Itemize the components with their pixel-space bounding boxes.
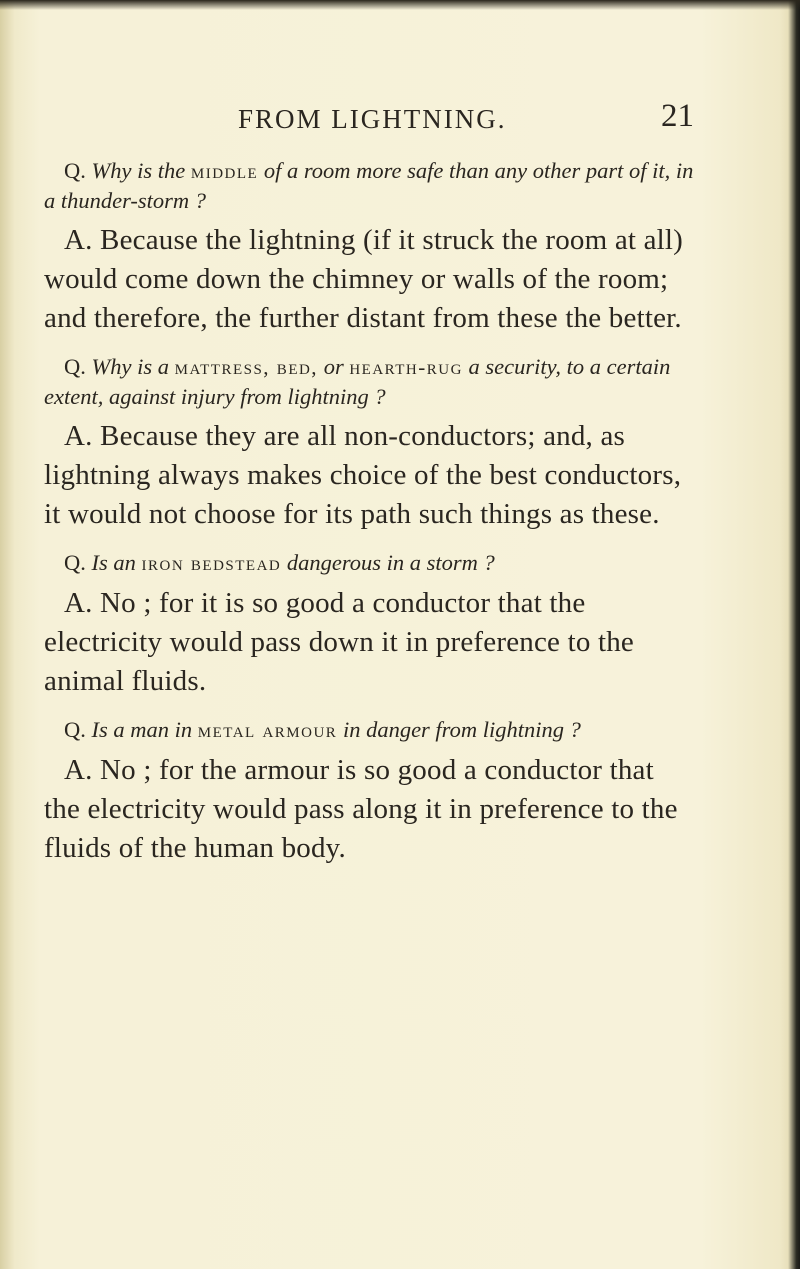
question-text: dangerous in a storm ? — [286, 550, 495, 575]
question-text: of a room more safe than any other part of it, in a thunder-storm ? — [44, 158, 694, 213]
question-1 — [44, 156, 694, 215]
question-text: Is an — [91, 550, 136, 575]
answer-1: A. Because the lightning (if it struck the room at all) would come down the chimney or walls of the room; and therefore, the further distant from these the better. — [44, 224, 684, 334]
page-header — [44, 98, 694, 144]
question-label: Q. — [64, 717, 86, 742]
question-text: Why is the — [91, 158, 186, 183]
question-keyword: middle — [190, 159, 259, 183]
page-top-shadow — [0, 0, 800, 10]
page-right-edge — [788, 0, 800, 1269]
running-title: FROM LIGHTNING. — [238, 104, 507, 134]
question-keyword: iron bedstead — [141, 551, 282, 575]
question-text: Is a man in — [91, 717, 193, 742]
question-text: or — [323, 354, 344, 379]
question-label: Q. — [64, 354, 86, 379]
question-4 — [44, 715, 694, 745]
question-label: Q. — [64, 550, 86, 575]
page-number: 21 — [661, 98, 694, 134]
answer-3: A. No ; for it is so good a conductor that the electricity would pass down it in preference to the animal fluids. — [44, 587, 635, 697]
question-text: Why is a — [91, 354, 169, 379]
page-body — [44, 156, 694, 868]
page-left-edge — [0, 0, 14, 1269]
question-label: Q. — [64, 158, 86, 183]
question-3 — [44, 548, 694, 578]
question-2 — [44, 352, 694, 411]
question-keyword: mattress, bed, — [174, 355, 319, 379]
question-keyword: hearth-rug — [349, 355, 463, 379]
question-text: in danger from lightning ? — [342, 717, 581, 742]
question-keyword: metal armour — [197, 718, 338, 742]
question-text: a security, to a certain extent, against injury from lightning ? — [44, 354, 671, 409]
answer-2: A. Because they are all non-conductors; and, as lightning always makes choice of the best conductors, it would not choose for its path such things as these. — [44, 420, 682, 530]
answer-4: A. No ; for the armour is so good a conductor that the electricity would pass along it in preference to the fluids of the human body. — [44, 754, 678, 864]
